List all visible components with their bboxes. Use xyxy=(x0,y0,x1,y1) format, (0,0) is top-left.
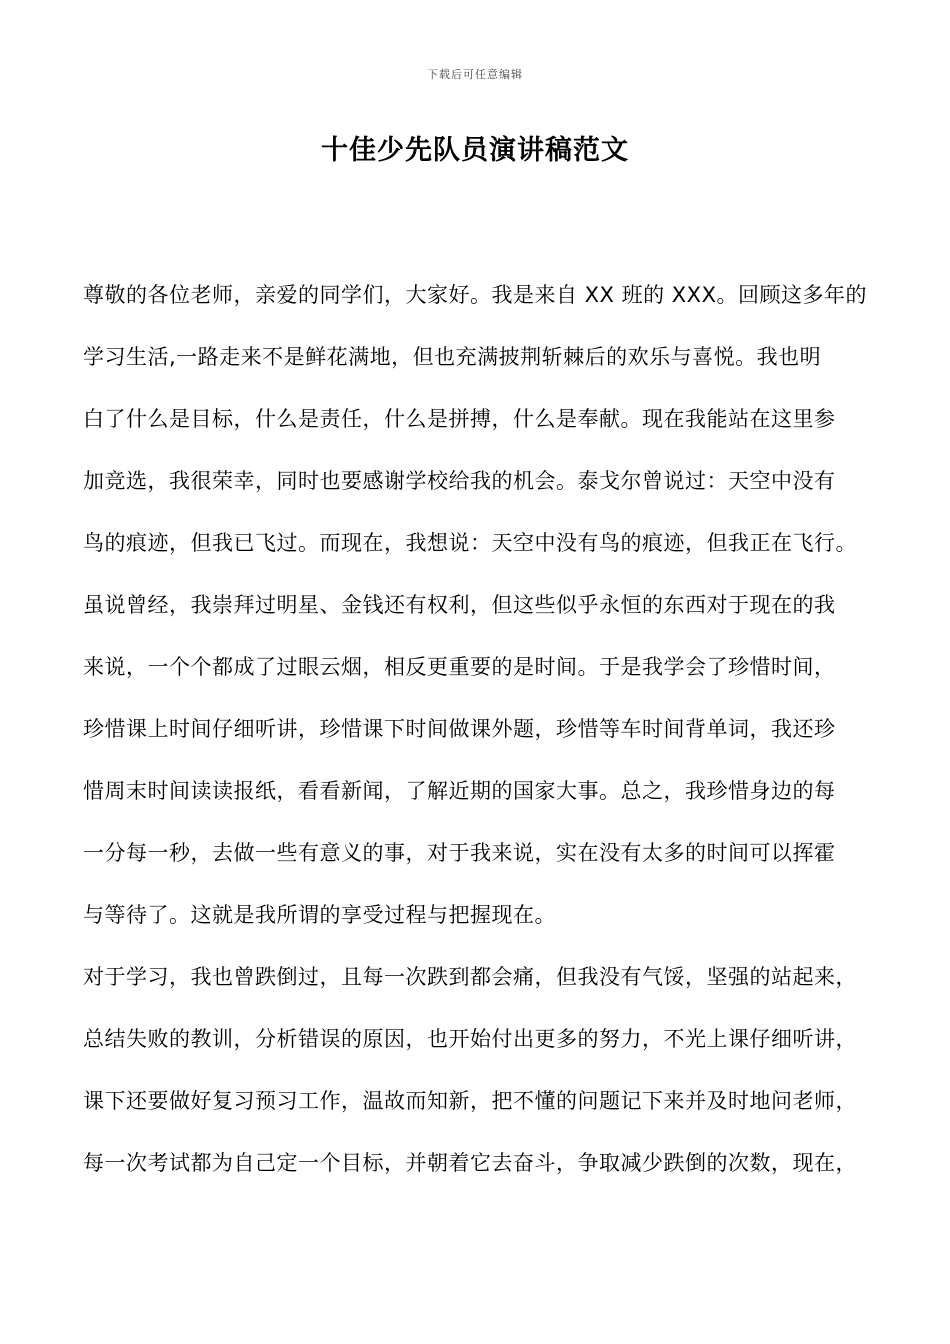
body-line: 来说，一个个都成了过眼云烟，相反更重要的是时间。于是我学会了珍惜时间， xyxy=(83,655,836,679)
body-line: 总结失败的教训，分析错误的原因，也开始付出更多的努力，不光上课仔细听讲， xyxy=(83,1027,857,1051)
body-line: 虽说曾经，我崇拜过明星、金钱还有权利，但这些似乎永恒的东西对于现在的我 xyxy=(83,593,836,617)
body-line: 鸟的痕迹，但我已飞过。而现在，我想说：天空中没有鸟的痕迹，但我正在飞行。 xyxy=(83,531,857,555)
body-line: 尊敬的各位老师，亲爱的同学们，大家好。我是来自 XX 班的 XXX。回顾这多年的 xyxy=(83,283,867,307)
body-line: 加竞选，我很荣幸，同时也要感谢学校给我的机会。泰戈尔曾说过：天空中没有 xyxy=(83,469,836,493)
document-title: 十佳少先队员演讲稿范文 xyxy=(321,135,629,166)
body-line: 与等待了。这就是我所谓的享受过程与把握现在。 xyxy=(83,903,556,927)
body-line: 课下还要做好复习预习工作，温故而知新，把不懂的问题记下来并及时地问老师， xyxy=(83,1089,857,1113)
body-line: 每一次考试都为自己定一个目标，并朝着它去奋斗，争取减少跌倒的次数，现在， xyxy=(83,1151,857,1175)
body-line: 珍惜课上时间仔细听讲，珍惜课下时间做课外题，珍惜等车时间背单词，我还珍 xyxy=(83,717,836,741)
body-line: 惜周末时间读读报纸，看看新闻，了解近期的国家大事。总之，我珍惜身边的每 xyxy=(83,779,836,803)
header-note: 下载后可任意编辑 xyxy=(427,68,523,81)
body-line: 一分每一秒，去做一些有意义的事，对于我来说，实在没有太多的时间可以挥霍 xyxy=(83,841,836,865)
body-line: 对于学习，我也曾跌倒过，且每一次跌到都会痛，但我没有气馁，坚强的站起来， xyxy=(83,965,857,989)
document-body xyxy=(83,276,883,1206)
body-line: 白了什么是目标，什么是责任，什么是拼搏，什么是奉献。现在我能站在这里参 xyxy=(83,407,836,431)
body-line: 学习生活,一路走来不是鲜花满地，但也充满披荆斩棘后的欢乐与喜悦。我也明 xyxy=(83,345,822,369)
